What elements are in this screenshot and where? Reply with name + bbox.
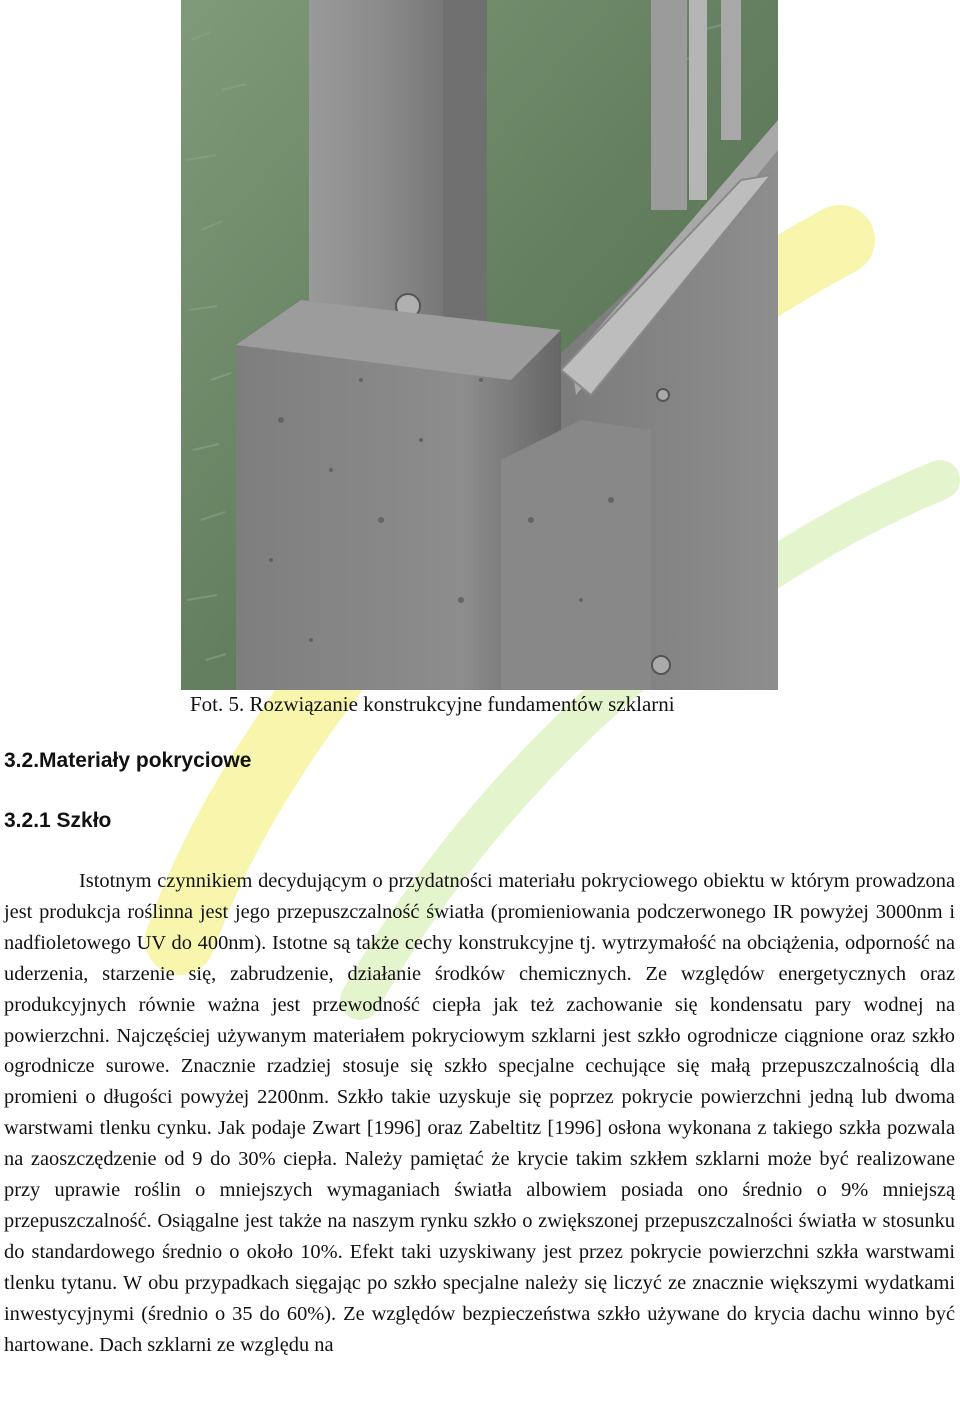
body-paragraph: Istotnym czynnikiem decydującym o przydatności materiału pokryciowego obiektu w którym prowadzona jest produkcja roślinna jest jego przepuszczalność światła (promieniowania podczerwonego IR powyżej 3000nm i nadfioletowego UV do 400nm). Istotne są także cechy konstrukcyjne tj. wytrzymałość na obciążenia, odporność na uderzenia, starzenie się, zabrudzenie, działanie środków chemicznych. Ze względów energetycznych oraz produkcyjnych równie ważna jest przewodność ciepła jak też zachowanie się kondensatu pary wodnej na powierzchni. Najczęściej używanym materiałem pokryciowym szklarni jest szkło ogrodnicze ciągnione oraz szkło ogrodnicze surowe. Znacznie rzadziej stosuje się szkło specjalne cechujące się małą przepuszczalnością dla promieni o długości powyżej 2200nm. Szkło takie uzyskuje się poprzez pokrycie powierzchni jedną lub dwoma warstwami tlenku cynku. Jak podaje Zwart [1996] oraz Zabeltitz [1996] osłona wykonana z takiego szkła pozwala na zaoszczędzenie od 9 do 30% ciepła. Należy pamiętać że krycie takim szkłem szklarni może być realizowane przy uprawie roślin o mniejszych wymaganiach światła albowiem posiada ono średnio o 9% mniejszą przepuszczalność. Osiągalne jest także na naszym rynku szkło o zwiększonej przepuszczalności światła w stosunku do standardowego średnio o około 10%. Efekt taki uzyskiwany jest przez pokrycie powierzchni szkła warstwami tlenku tytanu. W obu przypadkach sięgając po szkło specjalne należy się liczyć ze znacznie większymi wydatkami inwestycyjnymi (średnio o 35 do 60%). Ze względów bezpieczeństwa szkło używane do krycia dachu winno być hartowane. Dach szklarni ze względu na (4, 870, 955, 1356)
foundation-photo (181, 0, 778, 690)
section-heading: 3.2.Materiały pokryciowe (4, 749, 252, 772)
figure-caption: Fot. 5. Rozwiązanie konstrukcyjne fundamentów szklarni (190, 692, 675, 716)
greenhouse-foundation-photo-icon (181, 0, 778, 690)
subsection-heading: 3.2.1 Szkło (4, 809, 112, 832)
